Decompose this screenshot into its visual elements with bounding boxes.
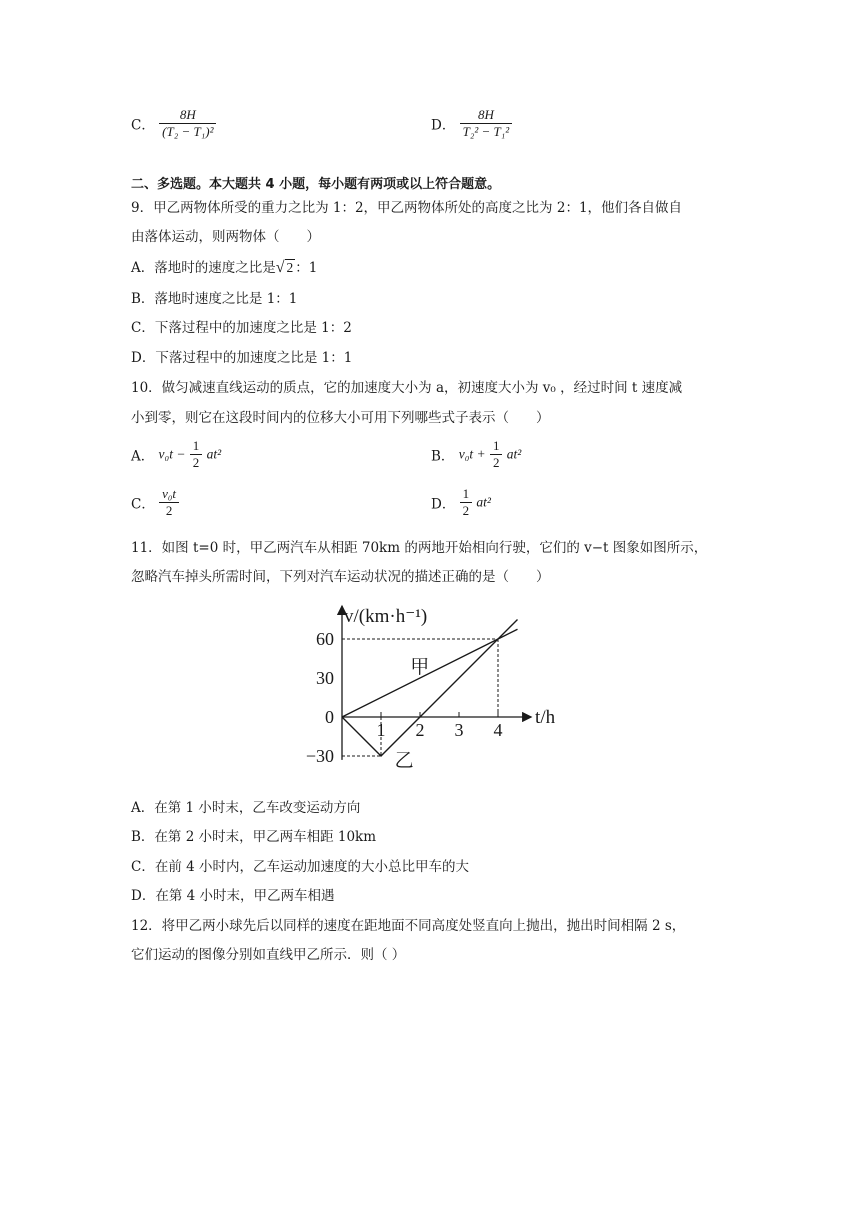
series-label-yi: 乙 xyxy=(394,749,414,772)
q8-option-d-fraction xyxy=(460,107,513,140)
q11-option-a: A．在第 1 小时末，乙车改变运动方向 xyxy=(131,800,361,816)
q10-a-post: at² xyxy=(206,446,222,462)
series-label-jia: 甲 xyxy=(410,655,430,678)
y-tick-label: 30 xyxy=(316,668,334,688)
q10-option-b xyxy=(431,438,521,471)
q12-stem-line2: 它们运动的图像分别如直线甲乙所示．则（ ） xyxy=(131,947,406,963)
chart-labels xyxy=(306,606,556,771)
q8-c-numerator: 8H xyxy=(159,107,216,124)
q9-a-suffix: ：1 xyxy=(295,260,318,276)
q10-b-letter: B． xyxy=(431,448,455,465)
x-tick-label: 2 xyxy=(415,720,425,740)
q10-stem-line1: 10．做匀减速直线运动的质点，它的加速度大小为 a，初速度大小为 v₀ ，经过时间 t 速度减 xyxy=(131,380,683,396)
q9-stem-line2: 由落体运动，则两物体（ ） xyxy=(131,229,320,245)
q9-option-b: B．落地时速度之比是 1：1 xyxy=(131,291,298,307)
q10-c-frac-num: v₀t xyxy=(159,486,179,503)
q10-a-pre: v₀t − xyxy=(158,446,186,462)
q10-d-frac-den: 2 xyxy=(462,503,470,518)
q8-option-c xyxy=(131,107,216,140)
q11-option-d: D．在第 4 小时末，甲乙两车相遇 xyxy=(131,888,335,904)
q12-stem-line1: 12．将甲乙两小球先后以同样的速度在距地面不同高度处竖直向上抛出，抛出时间相隔 2 s， xyxy=(131,918,686,934)
section-heading: 二、多选题。本大题共 4 小题，每小题有两项或以上符合题意。 xyxy=(131,177,501,192)
q8-option-d xyxy=(431,107,512,140)
q10-c-frac-den: 2 xyxy=(165,503,173,518)
q10-b-post: at² xyxy=(506,446,522,462)
q10-b-frac-den: 2 xyxy=(492,455,500,470)
chart-axes xyxy=(342,606,531,760)
q9-option-a xyxy=(131,256,317,277)
series-line-jia xyxy=(342,629,518,717)
q10-b-fraction xyxy=(490,438,503,471)
x-tick-label: 3 xyxy=(454,720,464,740)
q10-a-frac-num: 1 xyxy=(190,438,203,455)
q10-b-pre: v₀t + xyxy=(458,446,486,462)
q9-a-prefix: A．落地时的速度之比是 xyxy=(131,260,276,276)
vt-chart xyxy=(300,598,600,788)
q11-stem-line2: 忽略汽车掉头所需时间，下列对汽车运动状况的描述正确的是（ ） xyxy=(131,569,550,585)
sqrt-sign: √ xyxy=(275,259,285,276)
y-tick-label: 60 xyxy=(316,629,334,649)
y-tick-label: −30 xyxy=(305,746,334,766)
q9-option-c: C．下落过程中的加速度之比是 1：2 xyxy=(131,320,352,336)
q10-d-frac-num: 1 xyxy=(460,486,473,503)
q10-option-d xyxy=(431,486,491,519)
q10-b-frac-num: 1 xyxy=(490,438,503,455)
series-line-yi xyxy=(342,620,518,757)
q8-option-c-letter: C． xyxy=(131,117,155,134)
q10-c-fraction xyxy=(159,486,179,519)
x-axis-label: t/h xyxy=(535,707,556,728)
q8-c-denominator: (T₂ − T₁)² xyxy=(162,124,214,139)
q10-d-fraction xyxy=(460,486,473,519)
q8-option-c-fraction xyxy=(159,107,216,140)
q9-a-sqrt-value: 2 xyxy=(286,260,294,275)
q10-stem-line2: 小到零，则它在这段时间内的位移大小可用下列哪些式子表示（ ） xyxy=(131,410,550,426)
q10-option-a xyxy=(131,438,221,471)
q10-a-fraction xyxy=(190,438,203,471)
q11-stem-line1: 11．如图 t=0 时，甲乙两汽车从相距 70km 的两地开始相向行驶，它们的 v−t 图象如图所示， xyxy=(131,540,708,556)
q8-d-numerator: 8H xyxy=(460,107,513,124)
q10-d-post: at² xyxy=(476,494,491,510)
y-tick-label: 0 xyxy=(325,707,334,727)
q10-d-letter: D． xyxy=(431,496,456,513)
q9-stem-line1: 9．甲乙两物体所受的重力之比为 1：2，甲乙两物体所处的高度之比为 2：1，他们各自做自 xyxy=(131,200,683,216)
q11-option-b: B．在第 2 小时末，甲乙两车相距 10km xyxy=(131,829,377,845)
q9-option-d: D．下落过程中的加速度之比是 1：1 xyxy=(131,350,353,366)
q8-d-denominator: T₂² − T₁² xyxy=(462,124,510,139)
y-axis-label: v/(km·h⁻¹) xyxy=(344,606,428,627)
q10-option-c xyxy=(131,486,179,519)
x-tick-label: 1 xyxy=(376,720,386,740)
chart-series xyxy=(342,620,518,757)
q8-option-d-letter: D． xyxy=(431,117,456,134)
q10-c-letter: C． xyxy=(131,496,155,513)
q10-a-letter: A． xyxy=(131,448,155,465)
q11-option-c: C．在前 4 小时内，乙车运动加速度的大小总比甲车的大 xyxy=(131,859,470,875)
q10-a-frac-den: 2 xyxy=(192,455,200,470)
x-tick-label: 4 xyxy=(493,720,503,740)
